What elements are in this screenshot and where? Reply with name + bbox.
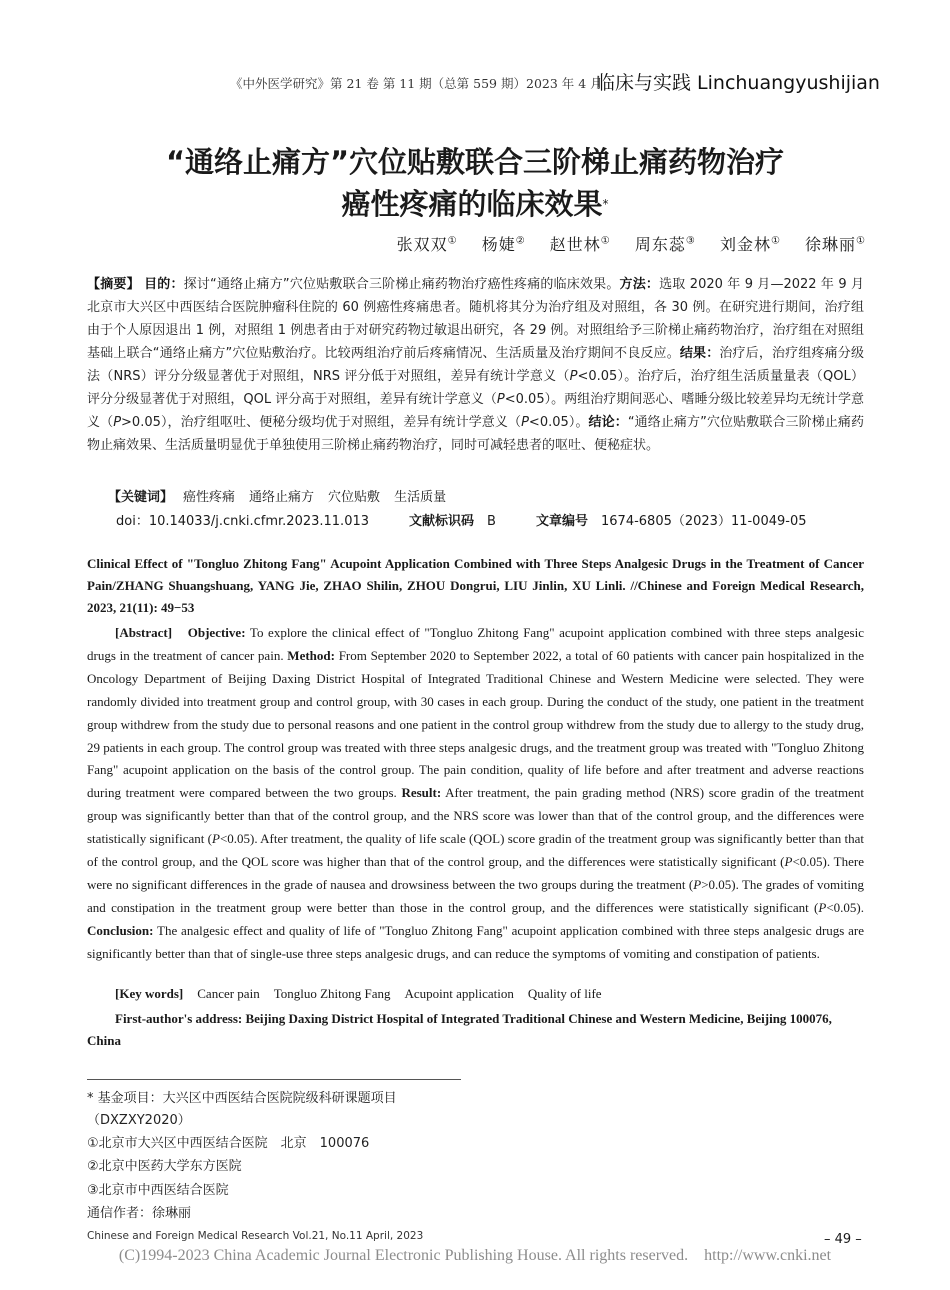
doi: doi：10.14033/j.cnki.cfmr.2023.11.013	[116, 514, 370, 529]
footnote-fund: * 基金项目：大兴区中西医结合医院院级科研课题项目	[87, 1091, 397, 1106]
cn-result-text: <0.05）。治疗后，治疗组生活质量量表（QOL）评分分级显著优于对照组，QOL 评分高于对照组，差异有统计学意义（	[87, 369, 864, 407]
author-name: 周东蕊	[634, 235, 686, 254]
cn-result-text: <0.05）。两组治疗期间恶心、嗜睡分级比较差异均无统计学意义（	[87, 392, 864, 430]
page-number: – 49 –	[824, 1232, 862, 1247]
footnote-affiliation-2: ②北京中医药大学东方医院	[87, 1159, 242, 1174]
author	[805, 235, 866, 254]
cn-conclusion-label: 结论：	[588, 415, 628, 430]
chinese-keywords	[108, 486, 460, 505]
author-name: 张双双	[396, 235, 448, 254]
doi-line	[116, 510, 807, 529]
p-value-symbol: P	[784, 854, 793, 870]
keyword: Cancer pain	[197, 986, 260, 1001]
en-objective-text: To explore the clinical effect of "Tongluo Zhitong Fang" acupoint application combined with three steps analgesic drugs in the treatment of cancer pain.	[87, 625, 864, 663]
author-name: 杨婕	[481, 235, 516, 254]
keyword: Quality of life	[527, 986, 602, 1001]
author-list	[379, 232, 866, 255]
footnote-divider	[87, 1079, 461, 1080]
paper-title-line-2	[0, 184, 950, 224]
p-value-symbol: P	[521, 415, 529, 430]
keyword: 通络止痛方	[249, 490, 315, 505]
p-value-symbol: P	[569, 369, 578, 384]
author	[720, 235, 781, 254]
cn-objective-label: 目的：	[144, 277, 184, 292]
keyword: 生活质量	[394, 490, 447, 505]
cn-conclusion-text: “通络止痛方”穴位贴敷联合三阶梯止痛药物止痛效果、生活质量明显优于单独使用三阶梯止痛药物治疗，同时可减轻患者的呕吐、便秘症状。	[87, 415, 864, 453]
p-value-symbol: P	[211, 831, 220, 847]
author-name: 刘金林	[719, 235, 771, 254]
en-abstract-label: [Abstract]	[115, 625, 173, 640]
author-affiliation-mark: ①	[447, 235, 458, 247]
author-name: 徐琳丽	[805, 235, 857, 254]
english-title-citation: Clinical Effect of "Tongluo Zhitong Fang" Acupoint Application Combined with Three Steps Analgesic Drugs in the Treatment of Cancer Pain/ZHANG Shuangshuang, YANG Jie, ZHAO Shilin, ZHOU Dongrui, LIU Jinlin, XU Linli. //Chinese and Foreign Medical Research, 2023, 21(11): 49−53	[87, 556, 864, 615]
author-name: 赵世林	[549, 235, 601, 254]
keyword: Tongluo Zhitong Fang	[273, 986, 391, 1001]
paper-title-line-1: “通络止痛方”穴位贴敷联合三阶梯止痛药物治疗	[165, 145, 785, 179]
cn-objective-text: 探讨“通络止痛方”穴位贴敷联合三阶梯止痛药物治疗癌性疼痛的临床效果。	[183, 277, 620, 292]
first-author-address: First-author's address: Beijing Daxing District Hospital of Integrated Traditional Chinese and Western Medicine, Beijing 100076, China	[87, 1011, 832, 1048]
p-value-symbol: P	[693, 876, 702, 892]
en-result-text: <0.05).	[826, 899, 864, 915]
p-value-symbol: P	[818, 899, 827, 915]
author-affiliation-mark: ③	[685, 235, 696, 247]
en-result-label: Result:	[401, 785, 442, 801]
author-affiliation-mark: ①	[770, 235, 781, 247]
p-value-symbol: P	[113, 415, 122, 430]
keyword: Acupoint application	[404, 986, 514, 1001]
title-footnote-mark: *	[602, 197, 609, 211]
author	[550, 235, 611, 254]
en-conclusion-text: The analgesic effect and quality of life of "Tongluo Zhitong Fang" acupoint application combined with three steps analgesic drugs are significantly better than that of single-use three steps analgesic drugs, and can reduce the symptoms of vomiting and constipation of patients.	[87, 922, 865, 961]
keyword: 穴位贴敷	[328, 490, 381, 505]
journal-footer: Chinese and Foreign Medical Research Vol.21, No.11 April, 2023	[87, 1230, 424, 1242]
keyword: 癌性疼痛	[183, 490, 236, 505]
en-objective-label: Objective:	[187, 625, 246, 640]
cn-abstract-label: 【摘要】	[87, 277, 140, 292]
running-header-column: 临床与实践 Linchuangyushijian	[596, 72, 880, 94]
en-result-text: <0.05). After treatment, the quality of life scale (QOL) score gradin of the treatment group was significantly better than that of the control group, and the QOL score was higher than that of the control group, and the differences were statistically significant (	[87, 831, 864, 870]
author	[635, 235, 696, 254]
footnote-affiliation-1: ①北京市大兴区中西医结合医院 北京 100076	[87, 1136, 370, 1151]
author-affiliation-mark: ①	[856, 235, 866, 247]
cn-method-text: 选取 2020 年 9 月—2022 年 9 月北京市大兴区中西医结合医院肿瘤科住院的 60 例癌性疼痛患者。随机将其分为治疗组及对照组，各 30 例。在研究进行期间，治疗组由于个人原因退出 1 例，对照组 1 例患者由于对研究药物过敏退出研究，各 29 例。对照组给予三阶梯止痛药物治疗，治疗组在对照组基础上联合“通络止痛方”穴位贴敷治疗。比较两组治疗前后疼痛情况、生活质量及治疗期间不良反应。	[87, 277, 864, 361]
p-value-symbol: P	[496, 392, 505, 407]
article-no: 1674-6805（2023）11-0049-05	[601, 514, 807, 529]
paper-title-text: 癌性疼痛的临床效果	[341, 187, 603, 221]
author	[397, 235, 458, 254]
footnote-affiliation-3: ③北京市中西医结合医院	[87, 1183, 229, 1198]
cn-result-text: 治疗后，治疗组疼痛分级法（NRS）评分分级显著优于对照组，NRS 评分低于对照组，差异有统计学意义（	[87, 346, 864, 384]
cn-result-text: <0.05）。	[528, 415, 589, 430]
en-method-label: Method:	[287, 647, 335, 663]
author-affiliation-mark: ②	[515, 235, 526, 247]
en-conclusion-label: Conclusion:	[87, 922, 154, 938]
english-keywords	[115, 986, 602, 1002]
cn-result-label: 结果：	[679, 346, 720, 361]
en-result-text: >0.05). The grades of vomiting and constipation in the treatment group were better than those in the control group, and the differences were statistically significant (	[87, 876, 865, 915]
doc-code: B	[487, 514, 496, 529]
en-result-text: <0.05). There were no significant differences in the grade of nausea and drowsiness between the two groups during the treatment (	[87, 854, 864, 892]
author	[482, 235, 526, 254]
cn-method-label: 方法：	[619, 277, 660, 292]
en-method-text: From September 2020 to September 2022, a total of 60 patients with cancer pain hospitalized in the Oncology Department of Beijing Daxing District Hospital of Integrated Traditional Chinese and Western Medicine were selected. They were randomly divided into treatment group and control group, with 30 cases in each group. During the conduct of the study, one patient in the treatment group withdrew from the study due to personal reasons and one patient in the control group withdrew from the study due to allergy to the study drug, 29 patients in each group. The control group was treated with three steps analgesic drugs, and the treatment group was treated with "Tongluo Zhitong Fang" acupoint application on the basis of the control group. The pain condition, quality of life before and after treatment and adverse reactions during treatment were compared between the two groups.	[87, 647, 865, 801]
en-result-text: After treatment, the pain grading method (NRS) score gradin of the treatment group was significantly better than that of the control group, and the NRS score was lower than that of the control group, and the differences were statistically significant (	[87, 785, 864, 847]
copyright-watermark: (C)1994-2023 China Academic Journal Electronic Publishing House. All rights reserved. http://www.cnki.net	[118, 1247, 832, 1264]
chinese-abstract	[87, 273, 864, 457]
footnote-fund-code: （DXZXY2020）	[87, 1113, 191, 1128]
en-keywords-label: [Key words]	[115, 986, 184, 1001]
running-header-meta: 《中外医学研究》第 21 卷 第 11 期（总第 559 期）2023 年 4 月	[230, 76, 603, 91]
english-abstract	[87, 622, 864, 966]
article-no-label: 文章编号	[535, 514, 588, 529]
footnote-corresponding-author: 通信作者：徐琳丽	[87, 1206, 192, 1221]
cn-keywords-label: 【关键词】	[108, 490, 174, 505]
cn-result-text: >0.05），治疗组呕吐、便秘分级均优于对照组，差异有统计学意义（	[121, 415, 522, 430]
doc-code-label: 文献标识码	[409, 514, 475, 529]
author-affiliation-mark: ①	[600, 235, 611, 247]
